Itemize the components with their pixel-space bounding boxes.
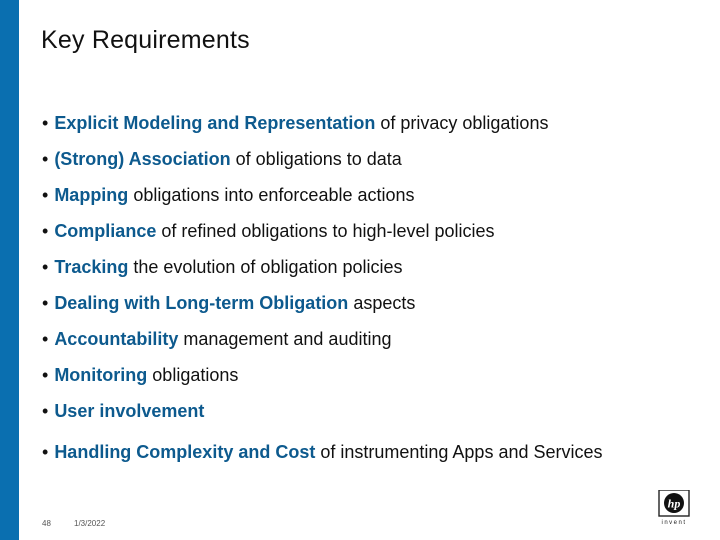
- bullet-dot: •: [42, 329, 49, 349]
- item-highlight: Explicit Modeling and Representation: [54, 113, 376, 133]
- item-text: obligations: [147, 365, 239, 385]
- list-item: [42, 364, 238, 386]
- item-highlight: Handling Complexity and Cost: [54, 442, 316, 462]
- item-text: obligations into enforceable actions: [128, 185, 415, 205]
- item-text: of instrumenting Apps and Services: [315, 442, 603, 462]
- item-text: the evolution of obligation policies: [128, 257, 403, 277]
- list-item: [42, 112, 548, 134]
- bullet-dot: •: [42, 221, 49, 241]
- bullet-dot: •: [42, 293, 49, 313]
- bullet-dot: •: [42, 442, 49, 462]
- hp-logo-icon: [656, 490, 692, 526]
- item-highlight: Accountability: [54, 329, 179, 349]
- item-highlight: Tracking: [54, 257, 129, 277]
- list-item: [42, 400, 204, 422]
- item-highlight: (Strong) Association: [54, 149, 231, 169]
- item-text: of refined obligations to high-level policies: [156, 221, 495, 241]
- footer-date: 1/3/2022: [74, 519, 106, 528]
- page-number: 48: [42, 519, 51, 528]
- list-item: [42, 184, 415, 206]
- item-highlight: Mapping: [54, 185, 129, 205]
- item-highlight: Monitoring: [54, 365, 148, 385]
- bullet-dot: •: [42, 257, 49, 277]
- svg-text:invent: invent: [661, 520, 687, 526]
- item-text: management and auditing: [178, 329, 392, 349]
- list-item: [42, 328, 391, 350]
- bullet-dot: •: [42, 365, 49, 385]
- bullet-dot: •: [42, 113, 49, 133]
- list-item: [42, 292, 415, 314]
- item-text: of obligations to data: [230, 149, 402, 169]
- item-highlight: Compliance: [54, 221, 157, 241]
- item-text: aspects: [348, 293, 416, 313]
- bullet-dot: •: [42, 401, 49, 421]
- slide-title: Key Requirements: [41, 26, 250, 54]
- list-item: [42, 441, 603, 463]
- list-item: [42, 220, 495, 242]
- accent-side-bar: [0, 0, 19, 540]
- bullet-dot: •: [42, 185, 49, 205]
- bullet-dot: •: [42, 149, 49, 169]
- item-highlight: User involvement: [54, 401, 205, 421]
- svg-text:hp: hp: [667, 496, 681, 511]
- item-text: of privacy obligations: [375, 113, 549, 133]
- item-highlight: Dealing with Long-term Obligation: [54, 293, 349, 313]
- list-item: [42, 256, 403, 278]
- list-item: [42, 148, 402, 170]
